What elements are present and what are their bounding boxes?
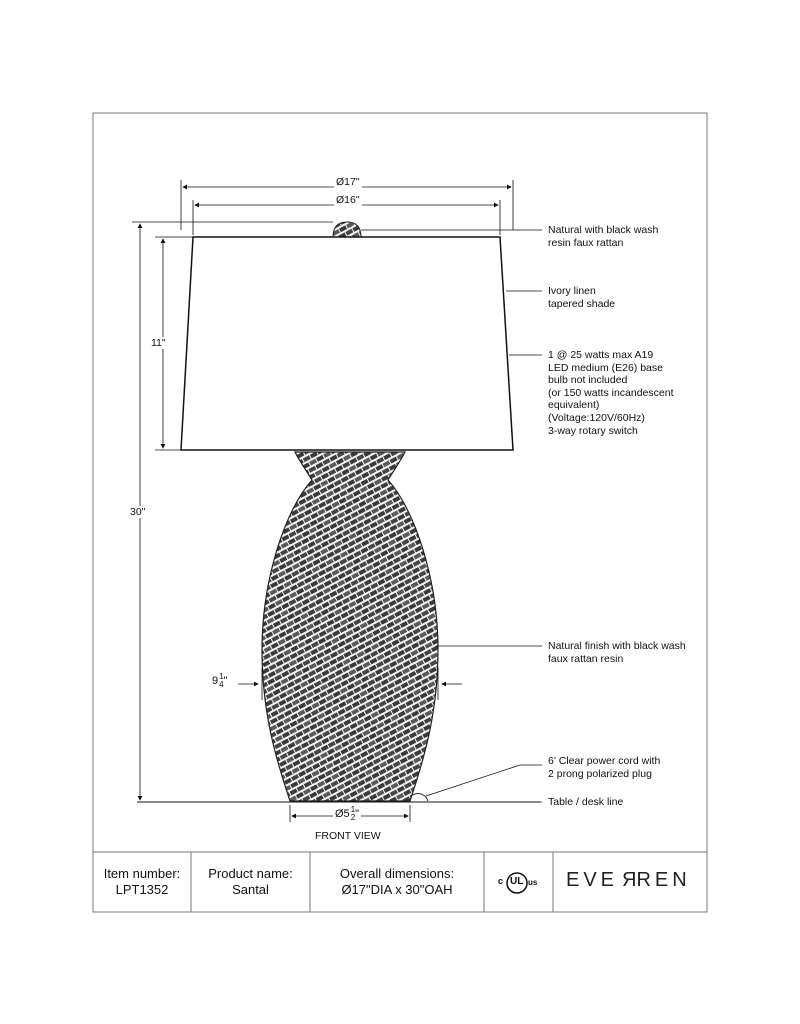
callout-line: equivalent) bbox=[548, 399, 600, 412]
foot-diameter-numerator: 1 bbox=[350, 805, 356, 814]
callout-line: resin faux rattan bbox=[548, 236, 624, 249]
callout-line: tapered shade bbox=[548, 297, 616, 310]
base-width bbox=[212, 673, 227, 689]
brand-logo bbox=[566, 869, 691, 892]
finial bbox=[333, 222, 361, 237]
callout-line: 1 @ 25 watts max A19 bbox=[548, 349, 654, 361]
cert-ul: UL bbox=[510, 876, 524, 887]
callout-cord bbox=[548, 755, 660, 780]
brand-logo-end: REN bbox=[636, 869, 691, 891]
lamp-shade bbox=[181, 237, 513, 450]
product-name-cell bbox=[191, 852, 310, 911]
base-width-numerator: 1 bbox=[219, 672, 224, 681]
callout-line: Ivory linen bbox=[548, 285, 596, 297]
callout-bulb bbox=[548, 349, 674, 437]
base-width-denominator: 4 bbox=[219, 680, 224, 689]
cert-us: us bbox=[528, 878, 538, 887]
brand-logo-start: EVE bbox=[566, 869, 619, 891]
callout-line: Natural with black wash bbox=[548, 224, 659, 236]
overall-dimensions-cell bbox=[310, 852, 484, 911]
base-width-unit: " bbox=[223, 674, 228, 687]
foot-diameter-denominator: 2 bbox=[350, 813, 356, 822]
callout-line: (Voltage:120V/60Hz) bbox=[548, 411, 645, 424]
item-number-cell bbox=[93, 852, 191, 911]
overall-height: 30" bbox=[130, 506, 146, 518]
shade-height: 11" bbox=[151, 337, 166, 349]
callout-line: (or 150 watts incandescent bbox=[548, 386, 674, 399]
power-cord bbox=[410, 794, 428, 802]
callout-line: 2 prong polarized plug bbox=[548, 767, 652, 780]
callout-body bbox=[548, 640, 686, 665]
callout-line: Natural finish with black wash bbox=[548, 640, 686, 652]
callout-table-line bbox=[548, 796, 623, 809]
item-number-value: LPT1352 bbox=[115, 881, 169, 897]
base-width-whole: 9 bbox=[212, 674, 219, 687]
callout-line: 3-way rotary switch bbox=[548, 424, 638, 437]
callout-shade bbox=[548, 285, 615, 310]
callout-finial bbox=[548, 224, 658, 249]
foot-diameter-unit: " bbox=[355, 807, 360, 820]
lamp-body bbox=[262, 452, 438, 801]
product-name-label: Product name: bbox=[208, 865, 293, 881]
callout-line: LED medium (E26) base bbox=[548, 361, 663, 374]
shade-outer-diameter: Ø17" bbox=[336, 176, 360, 188]
brand-logo-reversed-letter: R bbox=[618, 869, 637, 891]
callout-line: faux rattan resin bbox=[548, 652, 624, 665]
shade-inner-diameter: Ø16" bbox=[336, 194, 360, 206]
view-label: FRONT VIEW bbox=[315, 830, 381, 842]
callout-line: 6' Clear power cord with bbox=[548, 755, 661, 767]
overall-dimensions-value: Ø17"DIA x 30"OAH bbox=[341, 881, 453, 897]
overall-dimensions-label: Overall dimensions: bbox=[339, 865, 455, 881]
product-name-value: Santal bbox=[232, 881, 269, 897]
foot-diameter-whole: Ø5 bbox=[335, 807, 350, 820]
callout-line: bulb not included bbox=[548, 374, 628, 387]
cert-c: c bbox=[498, 876, 504, 886]
item-number-label: Item number: bbox=[103, 865, 181, 881]
foot-diameter bbox=[333, 806, 361, 822]
callout-line: Table / desk line bbox=[548, 796, 624, 808]
